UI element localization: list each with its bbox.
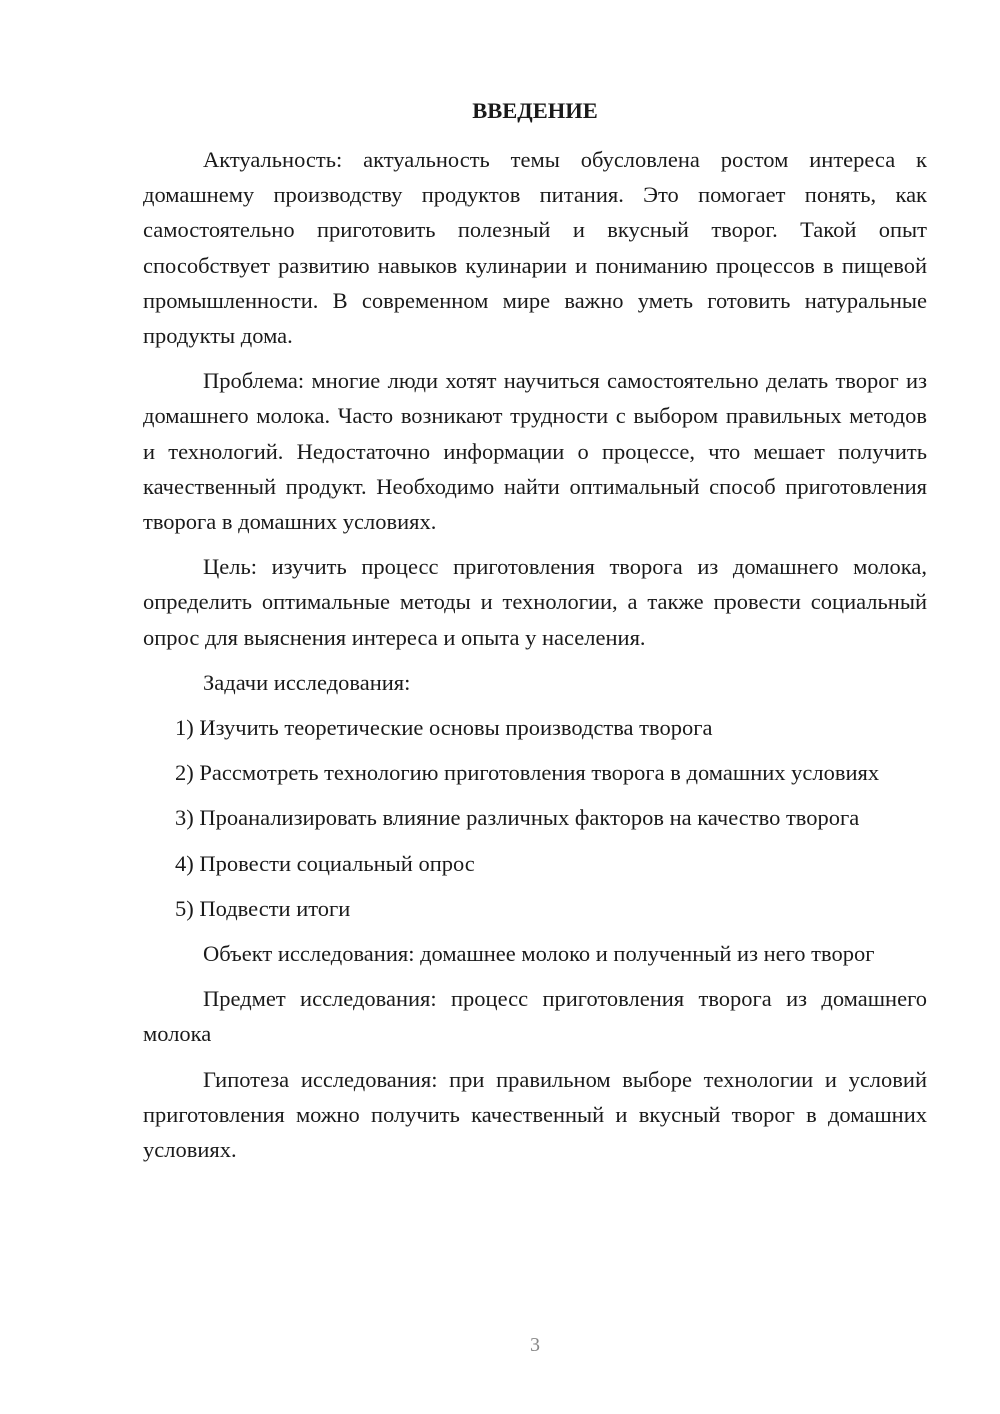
list-item: 3) Проанализировать влияние различных факторов на качество творога [175,805,860,831]
page-number: 3 [530,1334,540,1356]
tasks-list [143,710,927,926]
list-item: 2) Рассмотреть технологию приготовления творога в домашних условиях [175,760,880,786]
object-paragraph: Объект исследования: домашнее молоко и полученный из него творог [203,941,875,967]
relevance-paragraph: Актуальность: актуальность темы обусловлена ростом интереса к домашнему производству продуктов питания. Это помогает понять, как самостоятельно приготовить полезный и вкусный творог. Такой опыт способствует развитию навыков кулинарии и пониманию процессов в пищевой промышленности. В современном мире важно уметь готовить натуральные продукты дома. [143,147,927,349]
problem-paragraph: Проблема: многие люди хотят научиться самостоятельно делать творог из домашнего молока. Часто возникают трудности с выбором правильных методов и технологий. Недостаточно информации о процессе, что мешает получить качественный продукт. Необходимо найти оптимальный способ приготовления творога в домашних условиях. [143,368,927,535]
list-item: 1) Изучить теоретические основы производства творога [175,715,713,741]
tasks-title: Задачи исследования: [203,669,411,695]
document-page [143,96,927,1177]
list-item: 4) Провести социальный опрос [175,850,475,876]
section-heading: ВВЕДЕНИЕ [472,98,598,123]
subject-paragraph: Предмет исследования: процесс приготовления творога из домашнего молока [143,986,927,1047]
list-item: 5) Подвести итоги [175,895,351,921]
hypothesis-paragraph: Гипотеза исследования: при правильном выборе технологии и условий приготовления можно получить качественный и вкусный творог в домашних условиях. [143,1066,927,1163]
goal-paragraph: Цель: изучить процесс приготовления творога из домашнего молока, определить оптимальные методы и технологии, а также провести социальный опрос для выяснения интереса и опыта у населения. [143,554,927,650]
